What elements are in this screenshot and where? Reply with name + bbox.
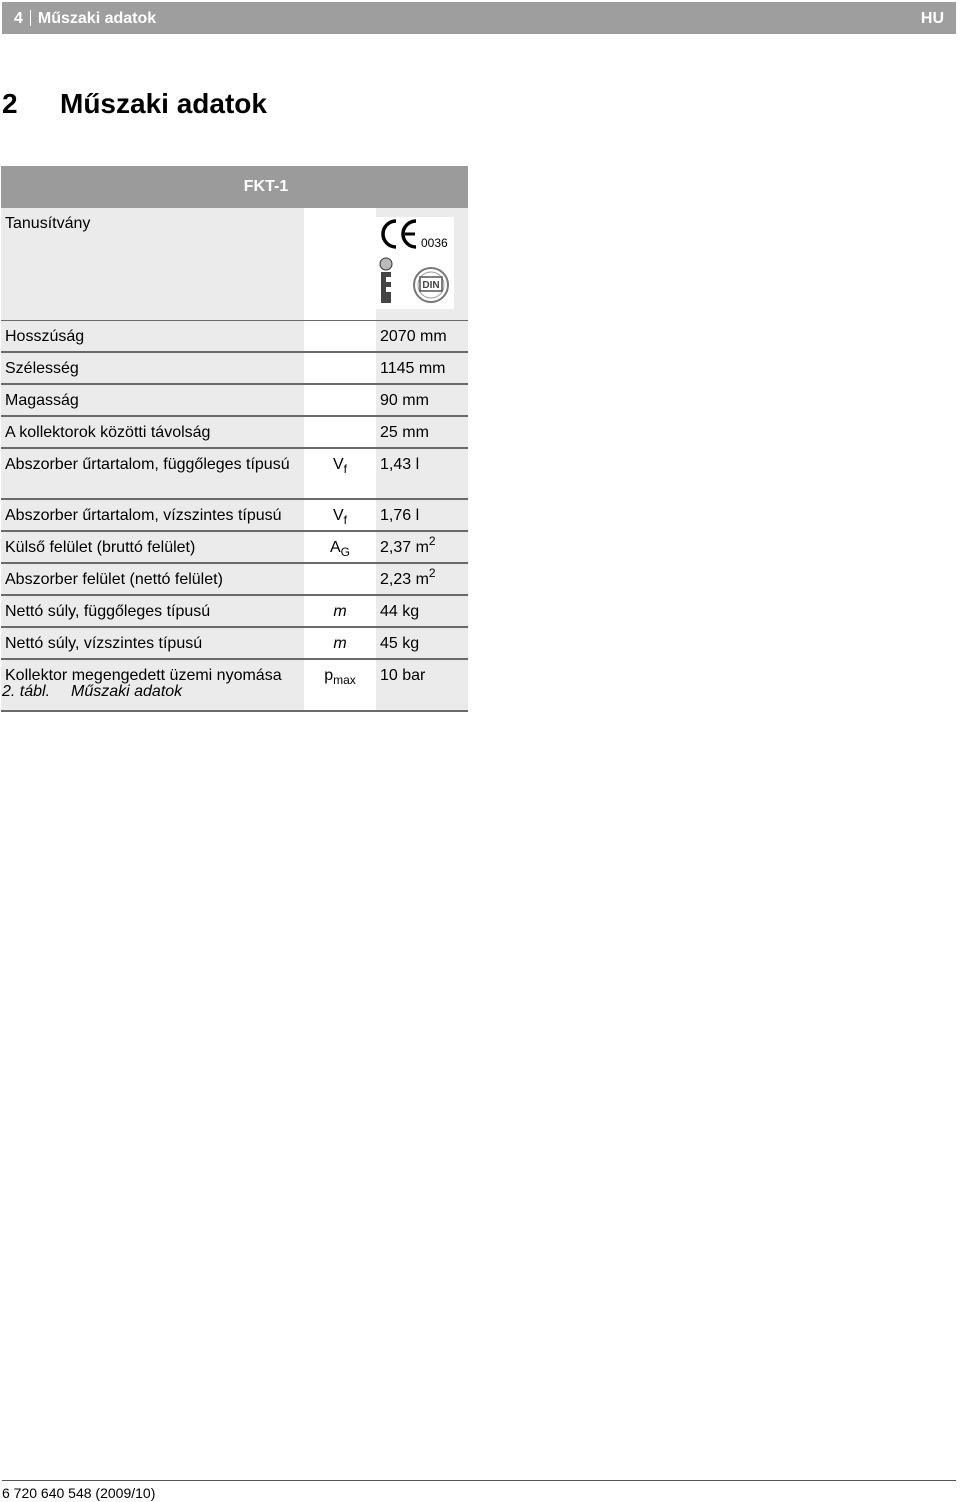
caption-label: 2. tábl. — [2, 683, 51, 700]
row-value-main: 2,23 m — [380, 571, 429, 588]
spec-table — [1, 166, 468, 322]
row-value-main: 1145 mm — [380, 360, 446, 377]
page-number: 4 — [14, 10, 23, 27]
row-label: Abszorber űrtartalom, függőleges típusú — [1, 448, 304, 499]
row-symbol-main: A — [329, 539, 341, 556]
row-value-sup: 2 — [428, 534, 436, 548]
ce-mark-icon — [376, 217, 454, 309]
table-row — [1, 627, 468, 659]
row-value-main: 45 kg — [380, 635, 420, 652]
row-symbol — [304, 595, 376, 627]
footer-divider — [2, 1480, 956, 1481]
model-label: FKT-1 — [243, 178, 289, 195]
row-label: Szélesség — [1, 352, 304, 384]
row-value-sup: 2 — [428, 566, 436, 580]
table-row — [1, 448, 468, 499]
row-value-main: 90 mm — [380, 392, 429, 409]
certificate-logos — [376, 208, 468, 321]
row-symbol-main: V — [332, 507, 344, 524]
row-value-main: 2,37 m — [380, 539, 429, 556]
page-header — [2, 2, 956, 34]
row-symbol — [304, 499, 376, 531]
row-value — [376, 352, 468, 384]
row-value — [376, 384, 468, 416]
row-symbol — [304, 448, 376, 499]
row-value — [376, 659, 468, 711]
row-value-main: 10 bar — [380, 667, 426, 684]
header-section: Műszaki adatok — [37, 10, 157, 27]
ce-number: 0036 — [421, 236, 448, 250]
table-row — [1, 321, 468, 352]
header-separator — [30, 10, 31, 26]
row-value — [376, 321, 468, 352]
row-symbol-main: p — [324, 667, 334, 684]
row-value-main: 25 mm — [380, 424, 429, 441]
table-row — [1, 416, 468, 448]
section-title — [2, 88, 267, 120]
row-label: Nettó súly, vízszintes típusú — [1, 627, 304, 659]
row-label: Külső felület (bruttó felület) — [1, 531, 304, 563]
table-row — [1, 208, 468, 321]
row-label: Kollektor megengedett üzemi nyomása — [1, 659, 304, 711]
row-value — [376, 531, 468, 563]
row-value-main: 2070 mm — [380, 328, 447, 345]
row-symbol-sub: f — [343, 462, 347, 476]
row-symbol-sub: G — [340, 545, 350, 559]
row-symbol-sub: f — [343, 513, 347, 527]
table-row — [1, 499, 468, 531]
table-row — [1, 595, 468, 627]
footer-doc-number: 6 720 640 548 (2009/10) — [2, 1485, 156, 1501]
section-number: 2 — [2, 88, 18, 119]
row-symbol-main: m — [333, 635, 347, 652]
row-value — [376, 563, 468, 595]
row-symbol — [304, 352, 376, 384]
row-value — [376, 499, 468, 531]
section-title-text: Műszaki adatok — [60, 88, 267, 119]
table-header-row — [1, 166, 468, 208]
row-symbol — [304, 384, 376, 416]
row-symbol — [304, 659, 376, 711]
table-row — [1, 563, 468, 595]
table-row — [1, 531, 468, 563]
row-symbol — [304, 321, 376, 352]
row-symbol — [304, 563, 376, 595]
row-label: Magasság — [1, 384, 304, 416]
caption-text: Műszaki adatok — [71, 683, 183, 700]
row-symbol — [304, 627, 376, 659]
row-label: Abszorber űrtartalom, vízszintes típusú — [1, 499, 304, 531]
row-label: A kollektorok közötti távolság — [1, 416, 304, 448]
table-caption — [2, 683, 182, 701]
spec-rows-table — [1, 321, 468, 712]
row-value-main: 1,43 l — [380, 456, 420, 473]
row-symbol-main: m — [333, 603, 347, 620]
row-symbol — [304, 531, 376, 563]
row-value-main: 44 kg — [380, 603, 420, 620]
table-row — [1, 384, 468, 416]
row-value — [376, 448, 468, 499]
row-symbol-main: V — [332, 456, 344, 473]
header-left — [14, 10, 156, 28]
table-row — [1, 352, 468, 384]
cert-logo-box — [376, 217, 454, 309]
din-text: DIN — [422, 280, 440, 291]
model-header — [243, 166, 468, 208]
header-lang: HU — [920, 10, 944, 27]
row-label: Abszorber felület (nettó felület) — [1, 563, 304, 595]
row-value — [376, 416, 468, 448]
certificate-label: Tanusítvány — [1, 208, 304, 321]
row-value — [376, 627, 468, 659]
row-symbol — [304, 416, 376, 448]
row-label: Nettó súly, függőleges típusú — [1, 595, 304, 627]
row-value — [376, 595, 468, 627]
row-label: Hosszúság — [1, 321, 304, 352]
row-value-main: 1,76 l — [380, 507, 420, 524]
row-symbol-sub: max — [333, 673, 356, 687]
